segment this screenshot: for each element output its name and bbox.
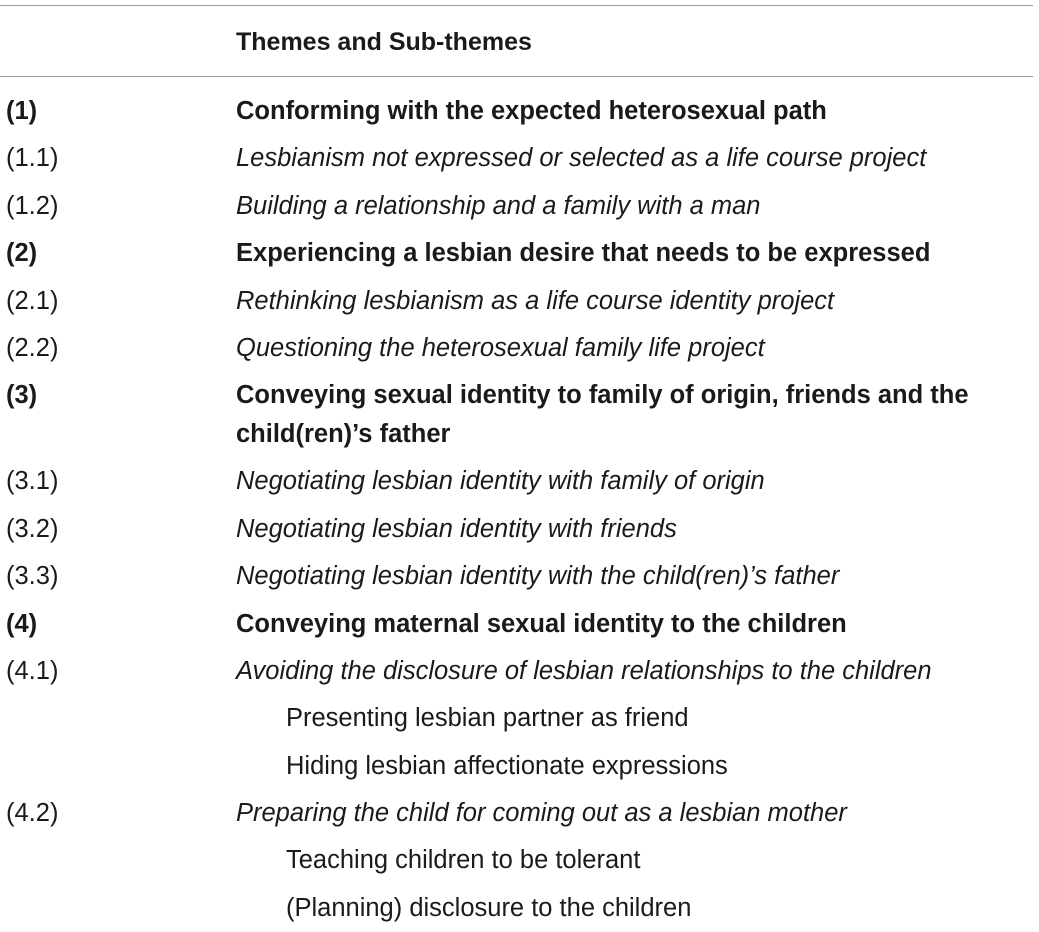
row-number: (4.2) bbox=[6, 799, 59, 828]
table-row bbox=[0, 278, 1039, 325]
row-number: (1.2) bbox=[6, 191, 59, 220]
table-row bbox=[0, 648, 1039, 695]
subtheme-title: Preparing the child for coming out as a lesbian mother bbox=[236, 799, 847, 828]
subtheme-title: Negotiating lesbian identity with friends bbox=[236, 514, 677, 543]
row-number: (3.2) bbox=[6, 514, 59, 543]
table-row bbox=[0, 325, 1039, 372]
row-number: (1.1) bbox=[6, 144, 59, 173]
table-row bbox=[0, 458, 1039, 505]
row-number: (1) bbox=[6, 97, 38, 125]
table-row bbox=[0, 230, 1039, 277]
row-number: (4) bbox=[6, 609, 38, 638]
row-number: (3) bbox=[6, 381, 38, 410]
table-row bbox=[0, 695, 1039, 742]
table-row bbox=[0, 601, 1039, 648]
subtheme-title: Rethinking lesbianism as a life course identity project bbox=[236, 286, 835, 315]
theme-title: Conveying maternal sexual identity to the children bbox=[236, 609, 847, 638]
code-item: Teaching children to be tolerant bbox=[286, 846, 641, 875]
table-row bbox=[0, 183, 1039, 230]
row-number: (3.3) bbox=[6, 562, 59, 591]
subtheme-title: Negotiating lesbian identity with the child(ren)’s father bbox=[236, 562, 840, 591]
table-header: Themes and Sub-themes bbox=[236, 28, 532, 56]
row-number: (2) bbox=[6, 239, 38, 268]
code-item: Hiding lesbian affectionate expressions bbox=[286, 751, 728, 780]
subtheme-title: Questioning the heterosexual family life project bbox=[236, 333, 765, 362]
table-header-rule bbox=[0, 76, 1033, 77]
subtheme-title: Building a relationship and a family with a man bbox=[236, 191, 761, 220]
row-number: (4.1) bbox=[6, 656, 59, 685]
row-number: (2.1) bbox=[6, 286, 59, 315]
theme-title: Experiencing a lesbian desire that needs to be expressed bbox=[236, 239, 931, 268]
row-number: (2.2) bbox=[6, 333, 59, 362]
table-row bbox=[0, 885, 1039, 932]
subtheme-title: Avoiding the disclosure of lesbian relationships to the children bbox=[236, 656, 932, 685]
row-number: (3.1) bbox=[6, 467, 59, 496]
theme-title: Conveying sexual identity to family of origin, friends and the child(ren)’s father bbox=[236, 381, 969, 449]
table-row bbox=[0, 553, 1039, 600]
code-item: Presenting lesbian partner as friend bbox=[286, 704, 689, 733]
table-row bbox=[0, 506, 1039, 553]
table-row bbox=[0, 837, 1039, 884]
table-row bbox=[0, 372, 1039, 458]
subtheme-title: Negotiating lesbian identity with family of origin bbox=[236, 467, 765, 496]
theme-title: Conforming with the expected heterosexual path bbox=[236, 97, 827, 125]
code-item: (Planning) disclosure to the children bbox=[286, 893, 692, 922]
table-row bbox=[0, 135, 1039, 182]
table-top-rule bbox=[0, 5, 1033, 6]
table-row bbox=[0, 790, 1039, 837]
table-body bbox=[0, 88, 1039, 932]
table-row bbox=[0, 743, 1039, 790]
table-row bbox=[0, 88, 1039, 135]
subtheme-title: Lesbianism not expressed or selected as a life course project bbox=[236, 144, 927, 173]
